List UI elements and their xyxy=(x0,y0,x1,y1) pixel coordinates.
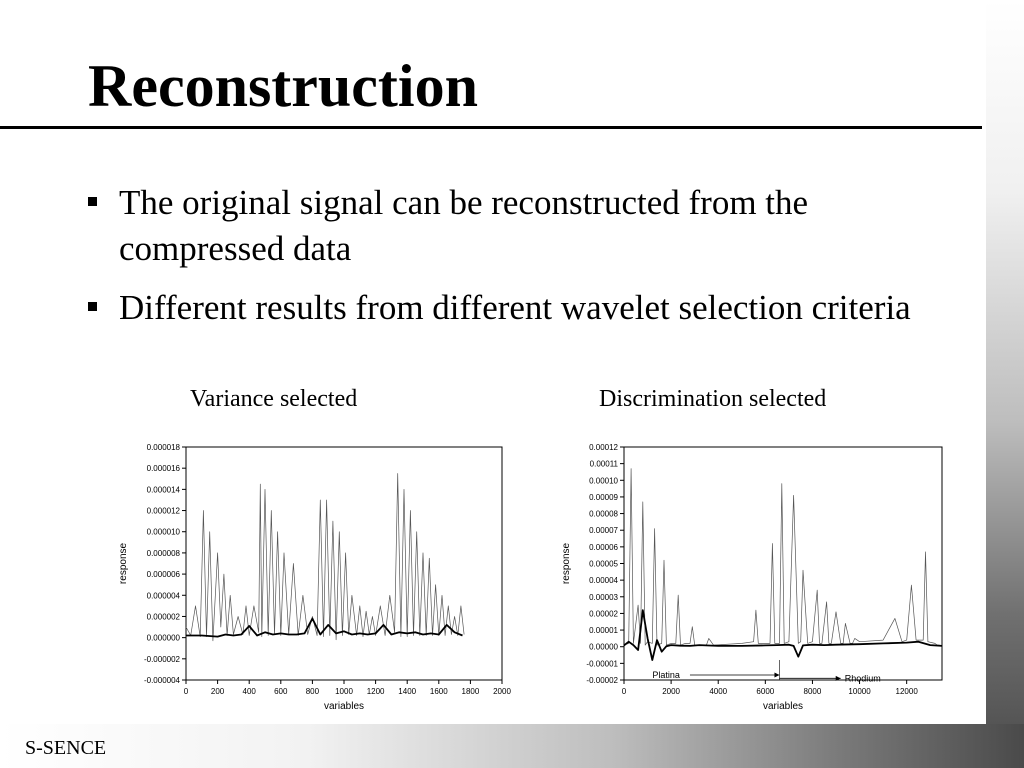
x-tick-label: 1400 xyxy=(398,687,417,696)
x-tick-label: 200 xyxy=(210,687,225,696)
right-chart-title: Discrimination selected xyxy=(599,386,827,412)
x-tick-label: 10000 xyxy=(848,687,871,696)
bullet-1-text: The original signal can be reconstructed from the compressed data xyxy=(119,183,809,268)
x-axis-label: variables xyxy=(762,701,804,712)
annotation-label: Platina xyxy=(652,670,680,681)
left-chart-title: Variance selected xyxy=(190,386,358,412)
y-tick-label: 0.00003 xyxy=(589,592,618,602)
bullet-2 xyxy=(88,285,938,331)
variance-selected-chart xyxy=(110,436,510,721)
x-tick-label: 0 xyxy=(183,687,189,696)
y-tick-label: 0.00010 xyxy=(589,476,618,486)
x-tick-label: 400 xyxy=(242,687,256,696)
y-tick-label: -0.00002 xyxy=(586,676,618,685)
y-tick-label: 0.000018 xyxy=(146,443,180,452)
right-gradient-band xyxy=(986,0,1024,768)
series-original-line xyxy=(624,469,940,645)
x-axis-label: variables xyxy=(323,701,365,712)
x-tick-label: 6000 xyxy=(756,687,775,696)
y-tick-label: -0.000004 xyxy=(143,676,180,685)
y-tick-label: 0.000014 xyxy=(146,485,180,495)
y-tick-label: 0.000012 xyxy=(146,506,180,516)
y-tick-label: 0.000010 xyxy=(146,527,180,537)
x-tick-label: 8000 xyxy=(803,687,822,696)
x-tick-label: 600 xyxy=(274,687,288,696)
footer-label: S-SENCE xyxy=(25,737,107,759)
y-tick-label: -0.000002 xyxy=(143,654,180,664)
slide-title: Reconstruction xyxy=(88,53,478,119)
y-tick-label: 0.000002 xyxy=(146,612,180,622)
y-tick-label: 0.000004 xyxy=(146,591,180,601)
y-tick-label: 0.000000 xyxy=(146,633,180,643)
annotation-label: Rhodium xyxy=(844,673,881,684)
discrimination-selected-chart xyxy=(555,436,955,721)
y-tick-label: 0.00011 xyxy=(589,459,618,469)
x-tick-label: 0 xyxy=(621,687,627,696)
annotation-arrowhead xyxy=(774,673,779,678)
y-tick-label: 0.000008 xyxy=(146,548,180,558)
y-tick-label: 0.00004 xyxy=(589,576,618,586)
y-tick-label: 0.00001 xyxy=(589,626,618,636)
y-tick-label: 0.00005 xyxy=(589,559,618,569)
series-reconstructed-line xyxy=(624,610,942,660)
x-tick-label: 800 xyxy=(305,687,320,696)
bullet-2-text: Different results from different wavelet selection criteria xyxy=(119,288,911,327)
x-tick-label: 1000 xyxy=(335,687,353,696)
y-tick-label: 0.00002 xyxy=(589,609,618,619)
y-axis-label: response xyxy=(118,542,129,585)
x-tick-label: 2000 xyxy=(493,687,511,696)
y-tick-label: 0.000016 xyxy=(146,464,180,474)
x-tick-label: 4000 xyxy=(709,687,728,696)
bottom-gradient-band xyxy=(0,724,1024,768)
series-original-line xyxy=(186,474,464,641)
x-tick-label: 1200 xyxy=(366,687,385,696)
y-axis-label: response xyxy=(561,542,572,585)
bullet-1 xyxy=(88,180,938,272)
y-tick-label: 0.00012 xyxy=(589,443,618,452)
x-tick-label: 1600 xyxy=(429,687,448,696)
plot-frame xyxy=(186,447,502,680)
y-tick-label: 0.000006 xyxy=(146,570,180,580)
x-tick-label: 12000 xyxy=(895,687,918,696)
square-bullet-icon xyxy=(88,302,97,311)
x-tick-label: 2000 xyxy=(662,687,681,696)
x-tick-label: 1800 xyxy=(461,687,480,696)
y-tick-label: 0.00007 xyxy=(589,526,618,536)
y-tick-label: 0.00000 xyxy=(589,642,618,652)
y-tick-label: -0.00001 xyxy=(586,659,618,669)
title-divider xyxy=(0,126,982,129)
y-tick-label: 0.00008 xyxy=(589,509,618,519)
y-tick-label: 0.00006 xyxy=(589,542,618,552)
square-bullet-icon xyxy=(88,197,97,206)
y-tick-label: 0.00009 xyxy=(589,492,618,502)
